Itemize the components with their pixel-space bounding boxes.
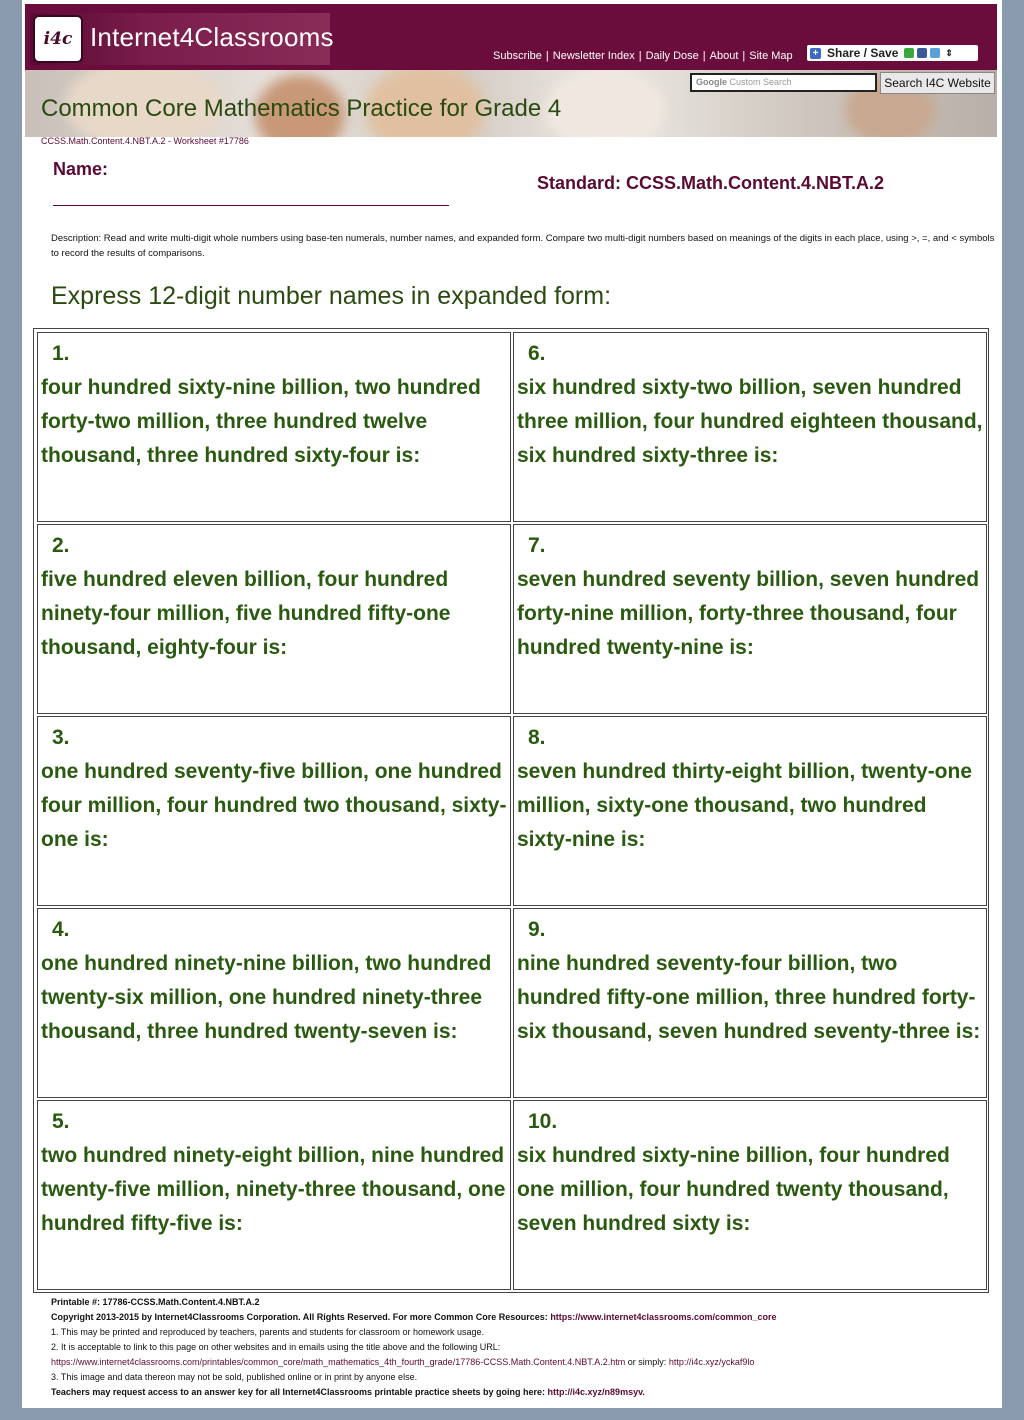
question-number: 7. <box>528 534 546 557</box>
short-url-link[interactable]: http://i4c.xyz/yckaf9lo <box>668 1357 755 1367</box>
question-cell <box>513 332 987 522</box>
nav-separator: | <box>545 50 549 62</box>
footer <box>51 1295 996 1400</box>
description: Description: Read and write multi-digit whole numbers using base-ten numerals, number names, and expanded form. Compare two multi-digit numbers based on meanings of the digits in each place, using >, =, and < symbols to record the results of comparisons. <box>51 233 995 259</box>
common-core-link[interactable]: https://www.internet4classrooms.com/common_core <box>550 1312 777 1322</box>
question-cell <box>37 716 511 906</box>
question-cell <box>37 908 511 1098</box>
chevron-updown-icon: ⇕ <box>945 47 953 58</box>
i4c-logo-icon: i4c <box>33 15 83 63</box>
question-text: two hundred ninety-eight billion, nine hundred twenty-five million, ninety-three thousand, one hundred fifty-five is: <box>41 1144 506 1235</box>
twitter-icon <box>930 48 940 58</box>
question-text: seven hundred thirty-eight billion, twenty-one million, sixty-one thousand, two hundred sixty-nine is: <box>517 760 973 851</box>
question-number: 9. <box>528 918 546 941</box>
name-line <box>53 205 449 206</box>
search-placeholder: Custom Search <box>729 77 792 87</box>
copyright-text: Copyright 2013-2015 by Internet4Classrooms Corporation. All Rights Reserved. For more Common Core Resources: <box>51 1312 548 1322</box>
copyright <box>51 1310 996 1325</box>
printable-number: Printable #: 17786-CCSS.Math.Content.4.NBT.A.2 <box>51 1297 260 1307</box>
breadcrumb: CCSS.Math.Content.4.NBT.A.2 - Worksheet #17786 <box>41 136 249 146</box>
question-cell <box>37 524 511 714</box>
share-label: Share / Save <box>827 46 899 60</box>
nav-separator: | <box>742 50 746 62</box>
question-text: five hundred eleven billion, four hundred ninety-four million, five hundred fifty-one thousand, eighty-four is: <box>41 568 451 659</box>
nav-separator: | <box>638 50 642 62</box>
search-input[interactable] <box>690 73 877 92</box>
worksheet-page <box>22 0 1002 1408</box>
site-header <box>25 4 997 70</box>
nav-about[interactable]: About <box>709 50 739 62</box>
nav-newsletter-index[interactable]: Newsletter Index <box>552 50 635 62</box>
question-text: one hundred ninety-nine billion, two hundred twenty-six million, one hundred ninety-three thousand, three hundred twenty-seven is: <box>41 952 492 1043</box>
facebook-icon <box>917 48 927 58</box>
answer-key-link[interactable]: http://i4c.xyz/n89msyv. <box>547 1387 645 1397</box>
footer-urls <box>51 1355 996 1370</box>
question-cell <box>37 332 511 522</box>
question-number: 10. <box>528 1110 558 1133</box>
plus-icon: + <box>810 48 821 59</box>
share-save-button[interactable] <box>807 45 978 61</box>
question-text: one hundred seventy-five billion, one hundred four million, four hundred two thousand, sixty-one is: <box>41 760 507 851</box>
nav-separator: | <box>702 50 706 62</box>
question-cell <box>37 1100 511 1290</box>
question-number: 3. <box>52 726 70 749</box>
question-number: 5. <box>52 1110 70 1133</box>
question-text: nine hundred seventy-four billion, two hundred fifty-one million, three hundred forty-six thousand, seven hundred seventy-three is: <box>517 952 981 1043</box>
questions-table <box>33 328 989 1293</box>
name-label: Name: <box>53 159 109 179</box>
url-or: or simply: <box>627 1357 667 1367</box>
top-navigation <box>493 50 793 62</box>
nav-subscribe[interactable]: Subscribe <box>493 50 542 62</box>
google-logo: Google <box>696 77 727 87</box>
question-number: 8. <box>528 726 546 749</box>
question-cell <box>513 716 987 906</box>
footer-line-2: 2. It is acceptable to link to this page on other websites and in emails using the title above and the following URL: <box>51 1342 501 1352</box>
question-text: six hundred sixty-nine billion, four hundred one million, four hundred twenty thousand, seven hundred sixty is: <box>517 1144 950 1235</box>
question-text: four hundred sixty-nine billion, two hundred forty-two million, three hundred twelve thousand, three hundred sixty-four is: <box>41 376 481 467</box>
answer-key-note <box>51 1385 996 1400</box>
question-text: seven hundred seventy billion, seven hundred forty-nine million, forty-three thousand, four hundred twenty-nine is: <box>517 568 980 659</box>
question-cell <box>513 908 987 1098</box>
logo-text: Internet4Classrooms <box>90 22 334 52</box>
question-number: 6. <box>528 342 546 365</box>
question-number: 2. <box>52 534 70 557</box>
site-logo[interactable] <box>30 13 334 65</box>
page-title: Common Core Mathematics Practice for Grade 4 <box>41 95 562 122</box>
question-text: six hundred sixty-two billion, seven hundred three million, four hundred eighteen thousand, six hundred sixty-three is: <box>517 376 983 467</box>
answer-key-text: Teachers may request access to an answer key for all Internet4Classrooms printable practice sheets by going here: <box>51 1387 546 1397</box>
search-button[interactable]: Search I4C Website <box>880 72 995 94</box>
question-number: 1. <box>52 342 70 365</box>
nav-daily-dose[interactable]: Daily Dose <box>645 50 699 62</box>
question-cell <box>513 1100 987 1290</box>
footer-line-1: 1. This may be printed and reproduced by teachers, parents and students for classroom or homework usage. <box>51 1327 485 1337</box>
footer-line-3: 3. This image and data thereon may not be sold, published online or in print by anyone else. <box>51 1372 418 1382</box>
standard-label: Standard: CCSS.Math.Content.4.NBT.A.2 <box>537 173 885 193</box>
question-cell <box>513 524 987 714</box>
question-number: 4. <box>52 918 70 941</box>
email-share-icon <box>904 48 914 58</box>
instructions-heading: Express 12-digit number names in expanded form: <box>51 282 612 310</box>
full-url-link[interactable]: https://www.internet4classrooms.com/printables/common_core/math_mathematics_4th_fourth_grade/17786-CCSS.Math.Content.4.NBT.A.2.htm <box>51 1357 626 1367</box>
nav-site-map[interactable]: Site Map <box>749 50 793 62</box>
